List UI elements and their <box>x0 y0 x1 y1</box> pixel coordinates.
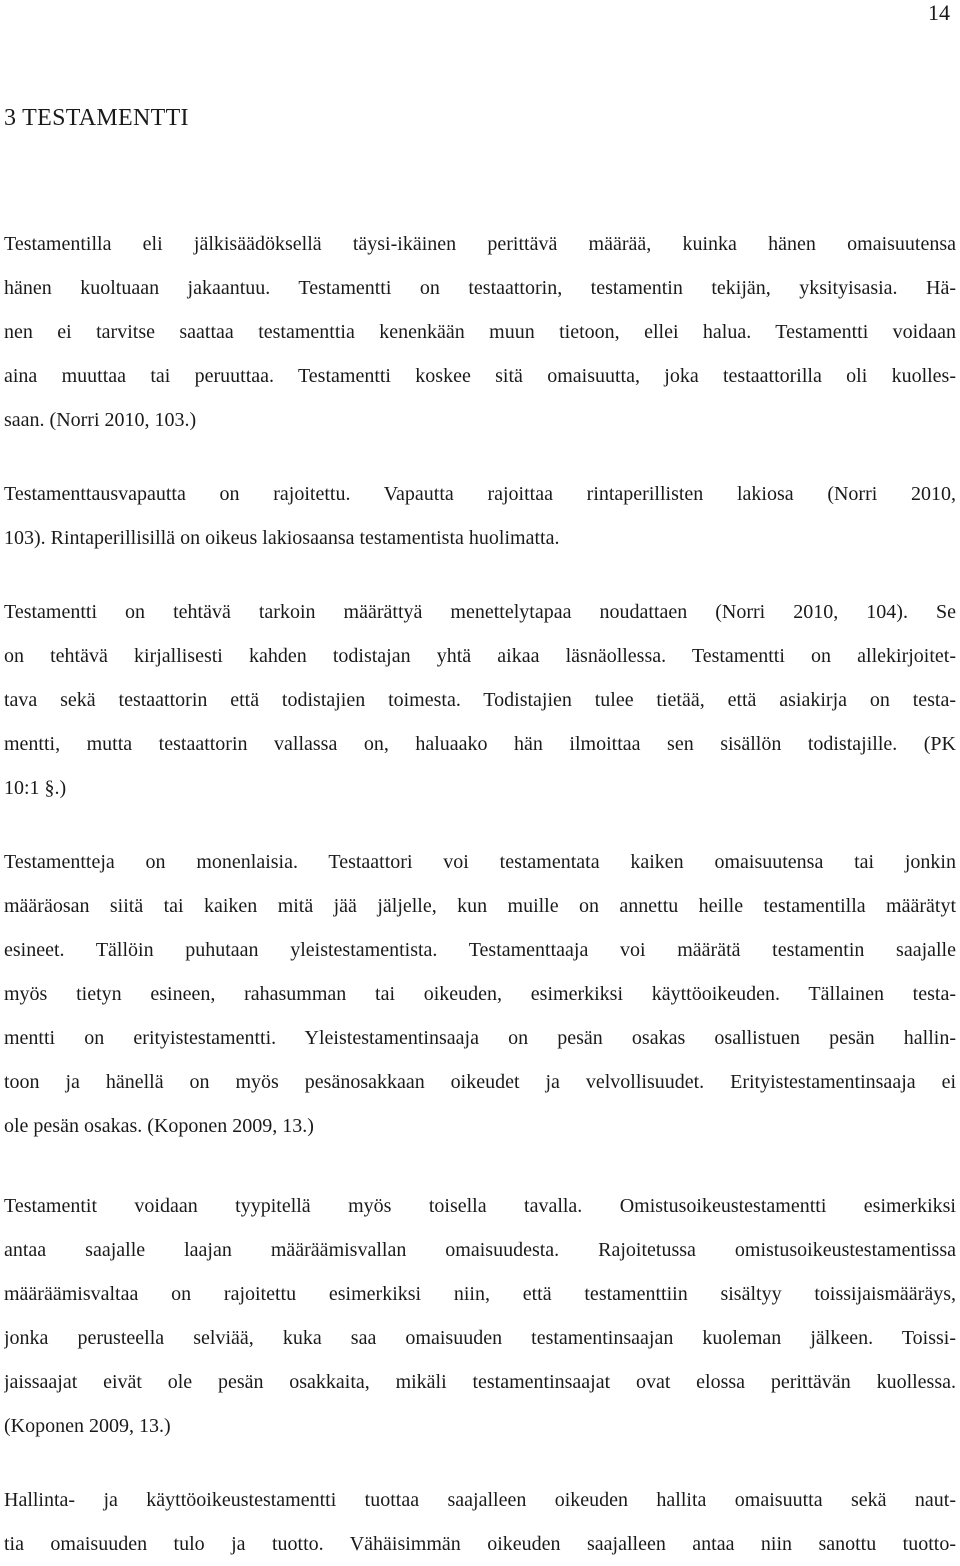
text-line: Testamentit voidaan tyypitellä myös toisella tavalla. Omistusoikeustestamentti esimerkiksi <box>4 1195 956 1217</box>
paragraph-ownership-testament <box>4 1184 956 1448</box>
text-line: myös tietyn esineen, rahasumman tai oikeuden, esimerkiksi käyttöoikeuden. Tällainen testa- <box>4 983 956 1005</box>
text-line: saan. (Norri 2010, 103.) <box>4 409 197 431</box>
text-line: Testamentti on tehtävä tarkoin määrättyä menettelytapaa noudattaen (Norri 2010, 104). Se <box>4 601 956 623</box>
text-line: määräosan siitä tai kaiken mitä jää jäljelle, kun muille on annettu heille testamentilla määrätyt <box>4 895 956 917</box>
text-line: toon ja hänellä on myös pesänosakkaan oikeudet ja velvollisuudet. Erityistestamentinsaaja ei <box>4 1071 956 1093</box>
text-line: on tehtävä kirjallisesti kahden todistajan yhtä aikaa läsnäollessa. Testamentti on allekirjoitet- <box>4 645 956 667</box>
text-line: tia omaisuuden tulo ja tuotto. Vähäisimmän oikeuden saajalleen antaa niin sanottu tuotto- <box>4 1533 956 1555</box>
text-line: esineet. Tällöin puhutaan yleistestamentista. Testamenttaaja voi määrätä testamentin saajalle <box>4 939 956 961</box>
chapter-heading: 3 TESTAMENTTI <box>4 105 189 131</box>
text-line: 103). Rintaperillisillä on oikeus lakiosaansa testamentista huolimatta. <box>4 527 560 549</box>
text-line: Testamenttausvapautta on rajoitettu. Vapautta rajoittaa rintaperillisten lakiosa (Norri 2010, <box>4 483 956 505</box>
text-line: Testamentilla eli jälkisäädöksellä täysi-ikäinen perittävä määrää, kuinka hänen omaisuutensa <box>4 233 956 255</box>
paragraph-testament-types <box>4 840 956 1148</box>
text-line: (Koponen 2009, 13.) <box>4 1415 171 1437</box>
paragraph-testament-definition <box>4 222 956 442</box>
text-line: aina muuttaa tai peruuttaa. Testamentti koskee sitä omaisuutta, joka testaattorilla oli kuolles- <box>4 365 956 387</box>
text-line: tava sekä testaattorin että todistajien toimesta. Todistajien tulee tietää, että asiakirja on testa- <box>4 689 956 711</box>
paragraph-testament-procedure <box>4 590 956 810</box>
paragraph-testament-freedom <box>4 472 956 560</box>
text-line: jaissaajat eivät ole pesän osakkaita, mikäli testamentinsaajat ovat elossa perittävän kuollessa. <box>4 1371 956 1393</box>
page-number: 14 <box>928 0 950 25</box>
text-line: antaa saajalle laajan määräämisvallan omaisuudesta. Rajoitetussa omistusoikeustestamentissa <box>4 1239 956 1261</box>
text-line: määräämisvaltaa on rajoitettu esimerkiksi niin, että testamenttiin sisältyy toissijaismääräys, <box>4 1283 956 1305</box>
text-line: mentti on erityistestamentti. Yleistestamentinsaaja on pesän osakas osallistuen pesän hallin- <box>4 1027 956 1049</box>
text-line: ole pesän osakas. (Koponen 2009, 13.) <box>4 1115 314 1137</box>
text-line: jonka perusteella selviää, kuka saa omaisuuden testamentinsaajan kuoleman jälkeen. Toissi- <box>4 1327 956 1349</box>
text-line: 10:1 §.) <box>4 777 67 799</box>
text-line: nen ei tarvitse saattaa testamenttia kenenkään muun tietoon, ellei halua. Testamentti voidaan <box>4 321 956 343</box>
text-line: hänen kuoltuaan jakaantuu. Testamentti on testaattorin, testamentin tekijän, yksityisasia. Hä- <box>4 277 956 299</box>
text-line: mentti, mutta testaattorin vallassa on, haluaako hän ilmoittaa sen sisällön todistajille. (PK <box>4 733 956 755</box>
text-line: Testamentteja on monenlaisia. Testaattori voi testamentata kaiken omaisuutensa tai jonkin <box>4 851 956 873</box>
paragraph-usage-testament <box>4 1478 956 1566</box>
text-line: Hallinta- ja käyttöoikeustestamentti tuottaa saajalleen oikeuden hallita omaisuutta sekä naut- <box>4 1489 956 1511</box>
